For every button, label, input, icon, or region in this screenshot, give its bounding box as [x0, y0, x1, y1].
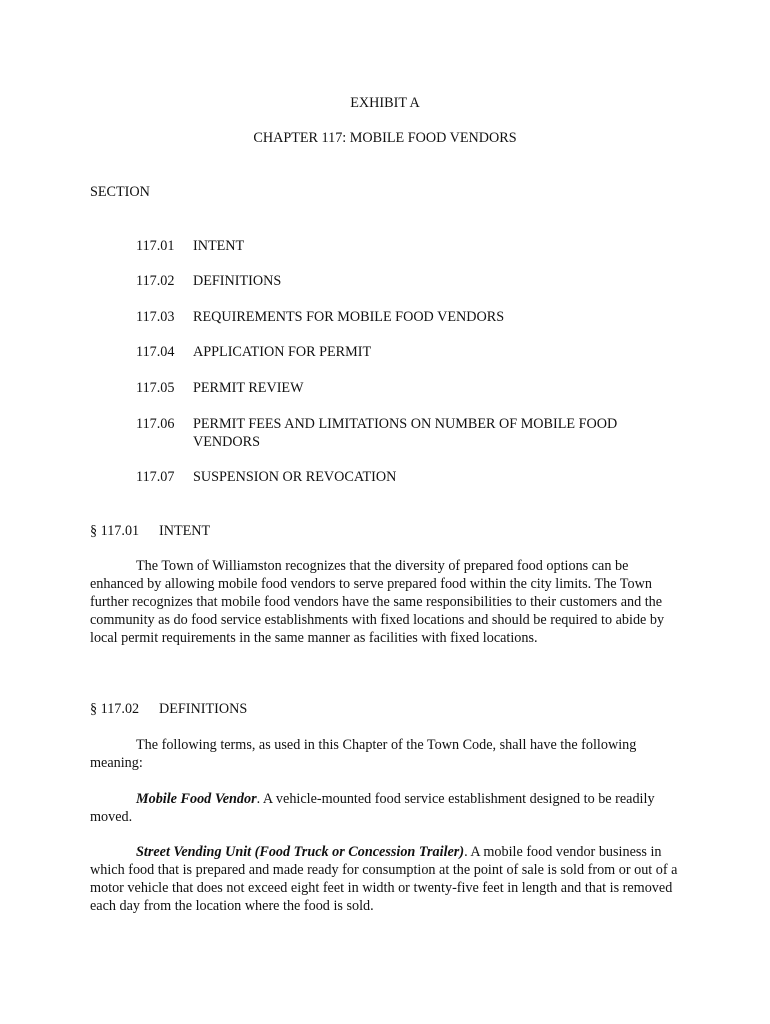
toc-title: DEFINITIONS — [193, 273, 282, 289]
definition-term: Mobile Food Vendor — [136, 791, 257, 807]
section-heading: INTENT — [159, 523, 211, 539]
toc-number: 117.04 — [136, 344, 175, 360]
section-number: § 117.01 — [90, 523, 140, 539]
definition-text: . A vehicle-mounted food service establishment designed to be readily moved. — [90, 791, 655, 825]
toc-title: APPLICATION FOR PERMIT — [193, 344, 372, 360]
definitions-intro: The following terms, as used in this Chapter of the Town Code, shall have the following meaning: — [90, 737, 637, 771]
definition-text: . A mobile food vendor business in which food that is prepared and made ready for consumption at the point of sale is sold from or out of a motor vehicle that does not exceed eight feet in width or twenty-five feet in length and that is removed each day from the location where the food is sold. — [90, 844, 678, 914]
toc-number: 117.06 — [136, 416, 175, 432]
intent-paragraph: The Town of Williamston recognizes that the diversity of prepared food options can be enhanced by allowing mobile food vendors to serve prepared food within the city limits. The Town further recognizes that mobile food vendors have the same responsibilities to their customers and the community as do food service establishments with fixed locations and should be required to abide by local permit requirements in the same manner as facilities with fixed locations. — [90, 558, 665, 646]
toc-title: PERMIT REVIEW — [193, 380, 304, 396]
toc-title: REQUIREMENTS FOR MOBILE FOOD VENDORS — [193, 309, 505, 325]
toc-number: 117.01 — [136, 238, 175, 254]
toc-title: SUSPENSION OR REVOCATION — [193, 469, 397, 485]
toc-number: 117.05 — [136, 380, 175, 396]
section-number: § 117.02 — [90, 701, 140, 717]
definition-item — [90, 790, 680, 826]
definition-item — [90, 843, 680, 915]
section-heading: DEFINITIONS — [159, 701, 248, 717]
toc-title: PERMIT FEES AND LIMITATIONS ON NUMBER OF MOBILE FOOD VENDORS — [193, 416, 618, 450]
toc-number: 117.07 — [136, 469, 175, 485]
toc-number: 117.03 — [136, 309, 175, 325]
definition-term: Street Vending Unit (Food Truck or Concession Trailer) — [136, 844, 465, 860]
exhibit-title: EXHIBIT A — [350, 95, 420, 111]
section-label: SECTION — [90, 184, 150, 200]
chapter-title: CHAPTER 117: MOBILE FOOD VENDORS — [253, 130, 517, 146]
toc-number: 117.02 — [136, 273, 175, 289]
toc-title: INTENT — [193, 238, 245, 254]
